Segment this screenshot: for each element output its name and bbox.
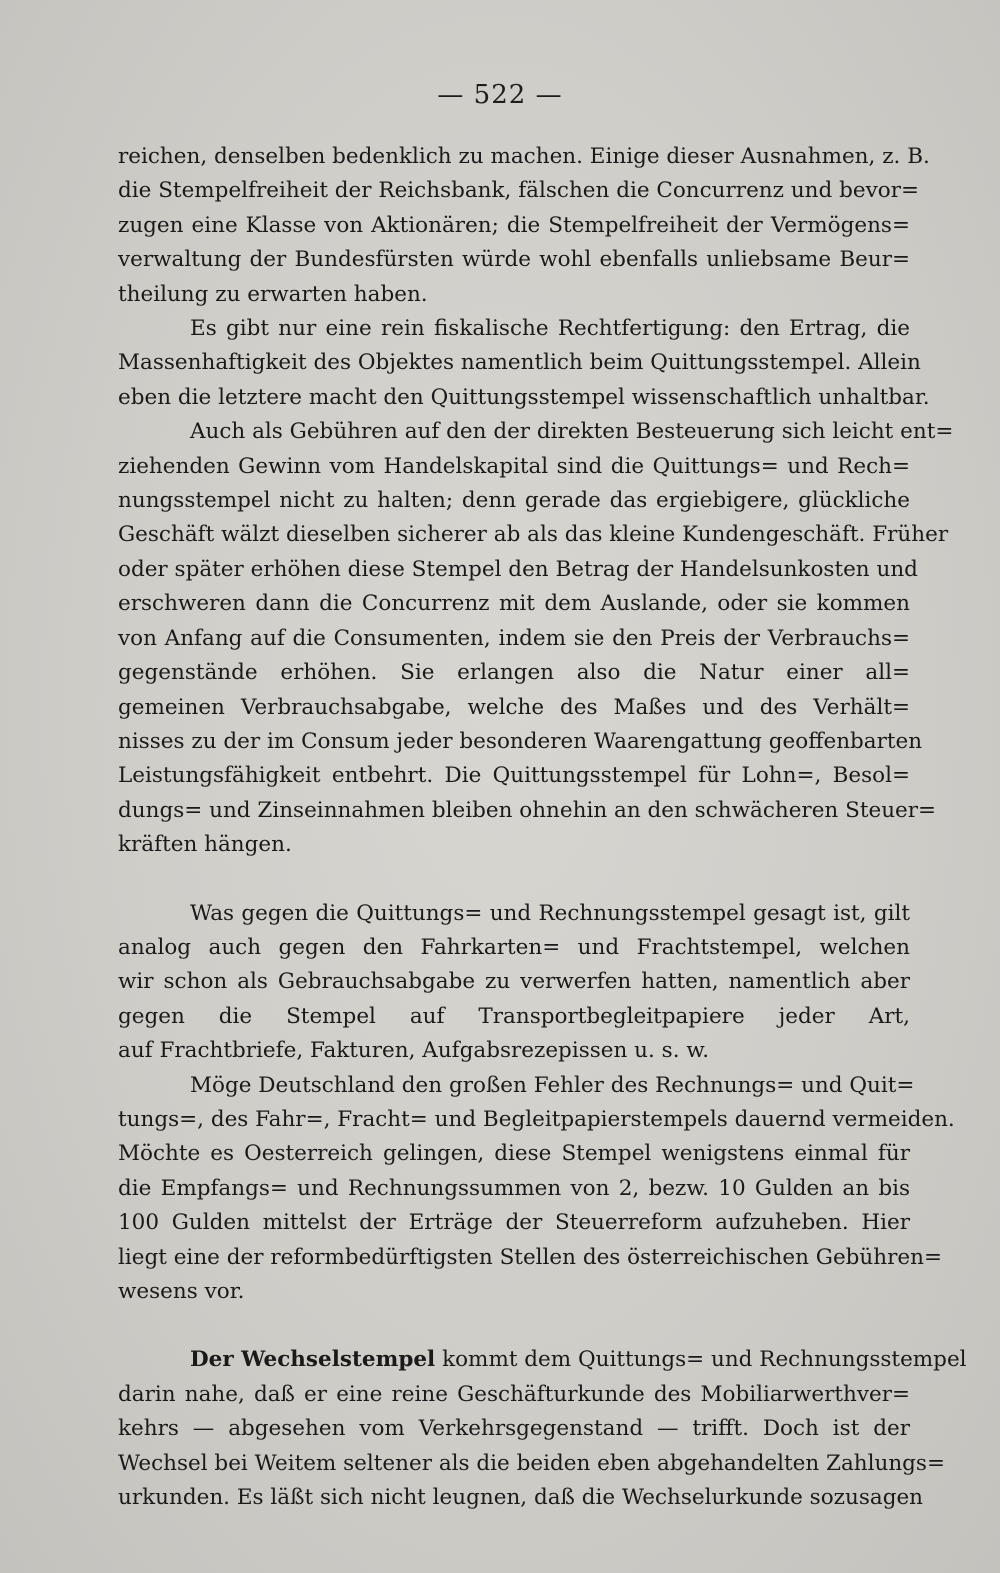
- text-line: kräften hängen.: [118, 832, 292, 858]
- body-text: [118, 140, 967, 1515]
- paragraph-2: [118, 312, 930, 415]
- text-line: Möchte es Oesterreich gelingen, diese Stempel wenigstens einmal für: [118, 1141, 910, 1167]
- text-line: kehrs — abgesehen vom Verkehrsgegenstand — trifft. Doch ist der: [118, 1416, 910, 1442]
- text-line: zugen eine Klasse von Aktionären; die Stempelfreiheit der Vermögens=: [118, 212, 910, 238]
- text-line: [118, 1343, 967, 1377]
- text-line: die Empfangs= und Rechnungssummen von 2, bezw. 10 Gulden an bis: [118, 1175, 910, 1201]
- text-line: reichen, denselben bedenklich zu machen. Einige dieser Ausnahmen, z. B.: [118, 144, 930, 169]
- text-line: Leistungsfähigkeit entbehrt. Die Quittungsstempel für Lohn=, Besol=: [118, 763, 910, 789]
- text-line: Massenhaftigkeit des Objektes namentlich beim Quittungsstempel. Allein: [118, 350, 921, 376]
- text-line: nungsstempel nicht zu halten; denn gerade das ergiebigere, glückliche: [118, 488, 910, 514]
- text-line: Wechsel bei Weitem seltener als die beiden eben abgehandelten Zahlungs=: [118, 1450, 945, 1476]
- text-line: erschweren dann die Concurrenz mit dem Auslande, oder sie kommen: [118, 591, 910, 617]
- text-line: Es gibt nur eine rein fiskalische Rechtfertigung: den Ertrag, die: [190, 316, 910, 342]
- text-line: Möge Deutschland den großen Fehler des Rechnungs= und Quit=: [190, 1072, 915, 1098]
- text-line: Auch als Gebühren auf den der direkten Besteuerung sich leicht ent=: [190, 419, 954, 445]
- section-heading: Der Wechselstempel: [190, 1347, 436, 1373]
- text-line: ziehenden Gewinn vom Handelskapital sind die Quittungs= und Rech=: [118, 453, 910, 479]
- text-line: theilung zu erwarten haben.: [118, 281, 428, 307]
- text-line: wesens vor.: [118, 1279, 245, 1304]
- text-line: analog auch gegen den Fahrkarten= und Frachtstempel, welchen: [118, 934, 910, 960]
- text-line-rest: kommt dem Quittungs= und Rechnungsstempel: [442, 1347, 967, 1373]
- paragraph-4: [118, 897, 910, 1069]
- text-line: Was gegen die Quittungs= und Rechnungsstempel gesagt ist, gilt: [190, 900, 910, 926]
- text-line: verwaltung der Bundesfürsten würde wohl ebenfalls unliebsame Beur=: [118, 247, 910, 273]
- paragraph-gap: [118, 863, 910, 897]
- text-line: von Anfang auf die Consumenten, indem sie den Preis der Verbrauchs=: [118, 625, 910, 651]
- paragraph-gap: [118, 1309, 910, 1343]
- text-line: eben die letztere macht den Quittungsstempel wissenschaftlich unhaltbar.: [118, 384, 930, 410]
- paragraph-3: [118, 415, 954, 862]
- text-line: darin nahe, daß er eine reine Geschäfturkunde des Mobiliarwerthver=: [118, 1381, 910, 1407]
- text-line: gemeinen Verbrauchsabgabe, welche des Maßes und des Verhält=: [118, 694, 910, 720]
- text-line: die Stempelfreiheit der Reichsbank, fälschen die Concurrenz und bevor=: [118, 178, 919, 204]
- text-line: gegen die Stempel auf Transportbegleitpapiere jeder Art,: [118, 1003, 910, 1029]
- text-line: auf Frachtbriefe, Fakturen, Aufgabsrezepissen u. s. w.: [118, 1038, 710, 1064]
- text-line: gegenstände erhöhen. Sie erlangen also die Natur einer all=: [118, 660, 910, 686]
- text-line: liegt eine der reformbedürftigsten Stellen des österreichischen Gebühren=: [118, 1244, 942, 1270]
- text-line: tungs=, des Fahr=, Fracht= und Begleitpapierstempels dauernd vermeiden.: [118, 1106, 955, 1132]
- text-line: urkunden. Es läßt sich nicht leugnen, daß die Wechselurkunde sozusagen: [118, 1485, 924, 1511]
- text-line: oder später erhöhen diese Stempel den Betrag der Handelsunkosten und: [118, 556, 918, 582]
- text-line: nisses zu der im Consum jeder besonderen Waarengattung geoffenbarten: [118, 728, 923, 754]
- paragraph-5: [118, 1069, 955, 1310]
- paragraph-6: [118, 1343, 967, 1515]
- text-line: wir schon als Gebrauchsabgabe zu verwerfen hatten, namentlich aber: [118, 969, 910, 995]
- page-number: — 522 —: [437, 80, 563, 110]
- text-line: dungs= und Zinseinnahmen bleiben ohnehin an den schwächeren Steuer=: [118, 797, 937, 823]
- text-line: 100 Gulden mittelst der Erträge der Steuerreform aufzuheben. Hier: [118, 1210, 910, 1236]
- text-line: Geschäft wälzt dieselben sicherer ab als das kleine Kundengeschäft. Früher: [118, 522, 949, 548]
- paragraph-1: [118, 140, 930, 312]
